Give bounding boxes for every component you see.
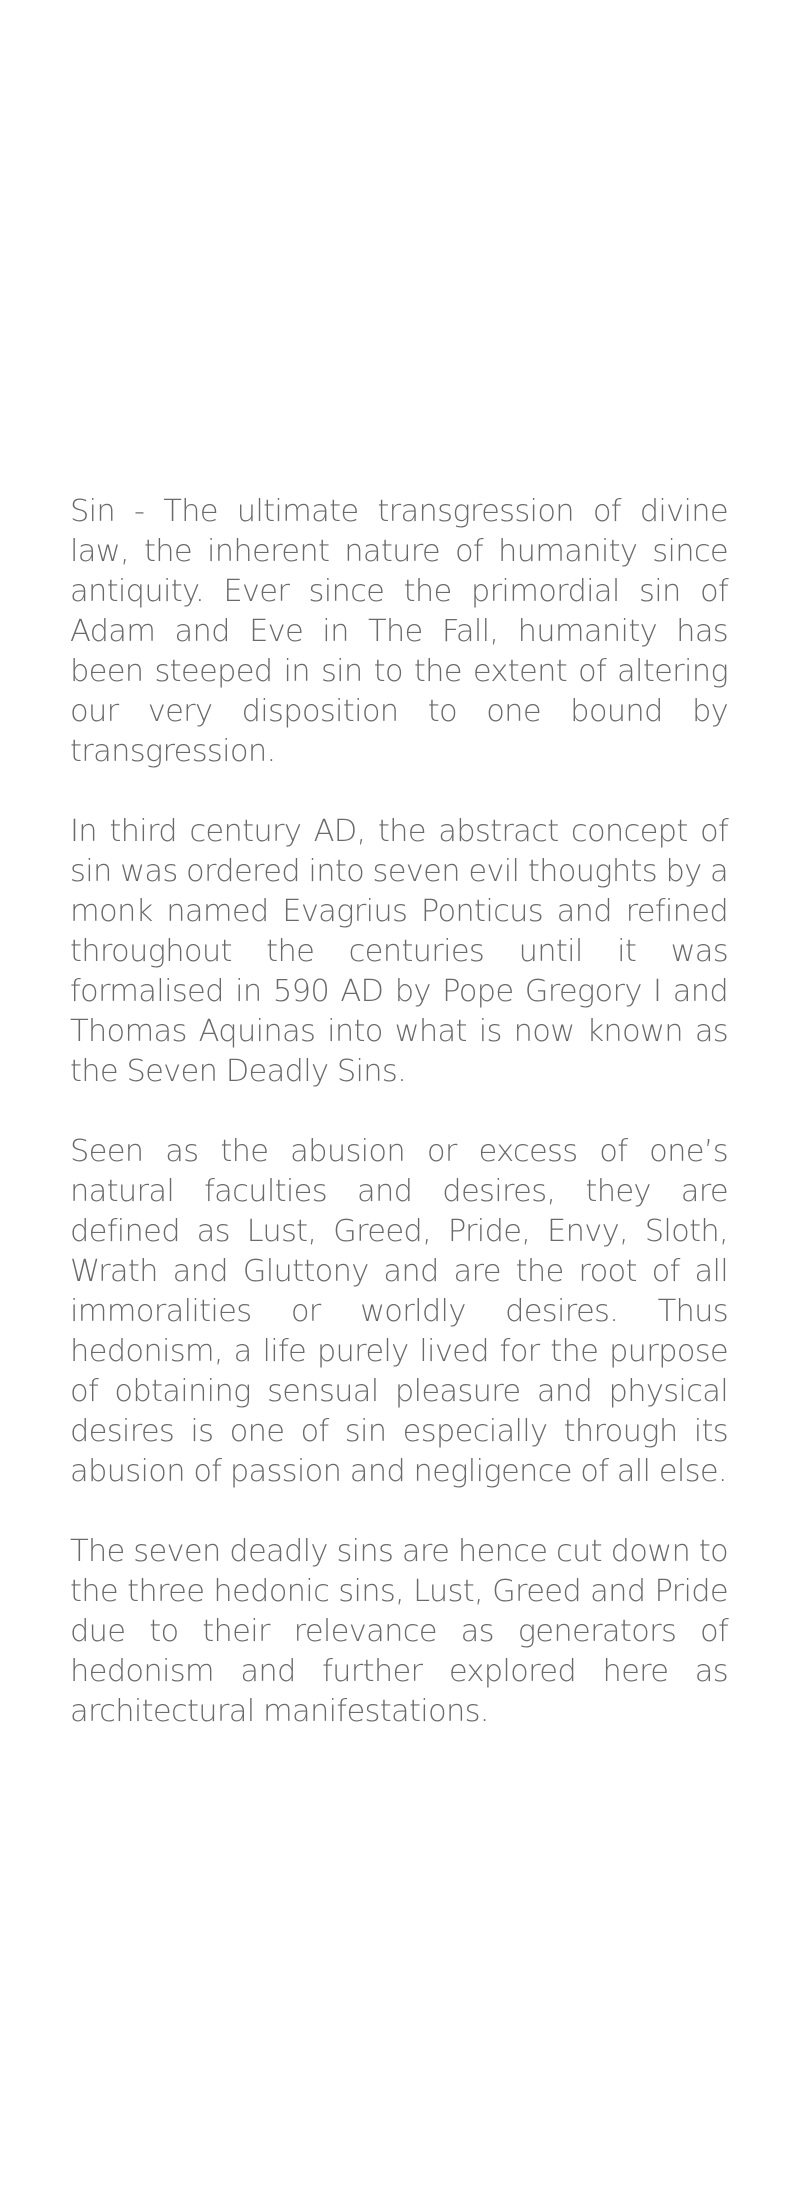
paragraph-seven-thoughts-history: In third century AD, the abstract concept of sin was ordered into seven evil thoughts by a monk named Evagrius Ponticus and refined throughout the centuries until it was formalised in 590 AD by Pope Gregory I and Thomas Aquinas into what is now known as the Seven Deadly Sins. [70,814,728,1089]
body-text [70,492,728,1732]
paragraph-deadly-sins-definition: Seen as the abusion or excess of one’s natural faculties and desires, they are defined as Lust, Greed, Pride, Envy, Sloth, Wrath and Gluttony and are the root of all immoralities or worldly desires. Thus hedonism, a life purely lived for the purpose of obtaining sensual pleasure and physical desires is one of sin especially through its abusion of passion and negligence of all else. [70,1134,728,1489]
paragraph-sin-definition: Sin - The ultimate transgression of divine law, the inherent nature of humanity since antiquity. Ever since the primordial sin of Adam and Eve in The Fall, humanity has been steeped in sin to the extent of altering our very disposition to one bound by transgression. [70,494,728,769]
paragraph-hedonic-sins: The seven deadly sins are hence cut down to the three hedonic sins, Lust, Greed and Pride due to their relevance as generators of hedonism and further explored here as architectural manifestations. [70,1534,728,1729]
